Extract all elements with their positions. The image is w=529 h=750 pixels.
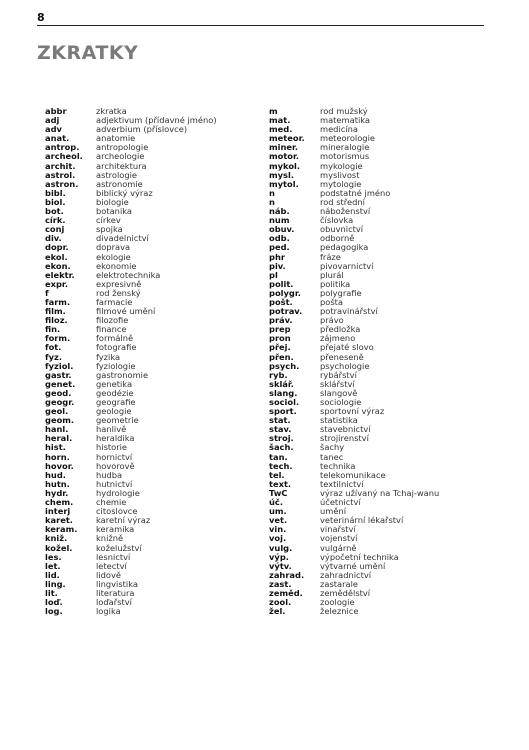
abbreviation-meaning: botanika bbox=[96, 206, 132, 217]
abbreviation: bot. bbox=[45, 206, 64, 217]
page-number: 8 bbox=[37, 11, 45, 24]
abbreviation: tan. bbox=[269, 451, 288, 462]
abbreviation-row bbox=[269, 289, 439, 298]
abbreviation-meaning: karetní výraz bbox=[96, 515, 151, 526]
abbreviation-meaning: výraz užívaný na Tchaj-wanu bbox=[320, 487, 440, 498]
abbreviation: interj bbox=[45, 506, 71, 517]
abbreviation: elektr. bbox=[45, 269, 75, 280]
abbreviation: pron bbox=[269, 333, 291, 344]
abbreviation-meaning: literatura bbox=[96, 587, 135, 598]
abbreviation-meaning: textilnictví bbox=[320, 478, 364, 489]
abbreviation: n bbox=[269, 196, 275, 207]
abbreviation: náb. bbox=[269, 206, 290, 217]
abbreviation-row bbox=[45, 243, 217, 252]
abbreviation-meaning: loďařství bbox=[96, 597, 132, 608]
header-rule bbox=[37, 25, 484, 26]
abbreviation-meaning: biblický výraz bbox=[96, 187, 153, 198]
abbreviation-meaning: plurál bbox=[320, 269, 344, 280]
abbreviation: heral. bbox=[45, 433, 73, 444]
abbreviation: geol. bbox=[45, 406, 69, 417]
abbreviation: hydr. bbox=[45, 487, 69, 498]
abbreviation-meaning: politika bbox=[320, 278, 351, 289]
abbreviation: mysl. bbox=[269, 169, 294, 180]
abbreviation-row bbox=[269, 207, 439, 216]
abbreviation: hovor. bbox=[45, 460, 74, 471]
abbreviation: psych. bbox=[269, 360, 300, 371]
abbreviation: fin. bbox=[45, 324, 61, 335]
abbreviation: conj bbox=[45, 224, 65, 235]
abbreviation-meaning: hanlivě bbox=[96, 424, 127, 435]
abbreviation-meaning: adverbium (příslovce) bbox=[96, 124, 188, 135]
abbreviation: vin. bbox=[269, 524, 287, 535]
abbreviation: kniž. bbox=[45, 533, 68, 544]
abbreviation-meaning: sociologie bbox=[320, 397, 362, 407]
abbreviation: potrav. bbox=[269, 306, 303, 317]
abbreviation-meaning: předložka bbox=[320, 324, 361, 335]
abbreviation: let. bbox=[45, 560, 61, 571]
abbreviation-meaning: hovorově bbox=[96, 460, 135, 471]
abbreviation: filoz. bbox=[45, 315, 68, 326]
abbreviation: zast. bbox=[269, 578, 292, 589]
abbreviation-meaning: náboženství bbox=[320, 206, 371, 217]
abbreviation-meaning: rod ženský bbox=[96, 287, 141, 298]
abbreviation: ekon. bbox=[45, 260, 71, 271]
abbreviation-row bbox=[45, 416, 217, 425]
abbreviation-row bbox=[45, 434, 217, 443]
abbreviation-meaning: potravinářství bbox=[320, 306, 378, 317]
abbreviation: kožel. bbox=[45, 542, 73, 553]
abbreviation-meaning: geometrie bbox=[96, 415, 139, 426]
abbreviation: lid. bbox=[45, 569, 60, 580]
abbreviation-meaning: zoologie bbox=[320, 597, 355, 608]
abbreviation-meaning: podstatné jméno bbox=[320, 187, 391, 198]
abbreviation-row bbox=[45, 189, 217, 198]
abbreviation-row bbox=[269, 607, 439, 616]
abbreviation: lit. bbox=[45, 587, 58, 598]
abbreviation: ekol. bbox=[45, 251, 68, 262]
abbreviation-meaning: fyziologie bbox=[96, 360, 136, 371]
abbreviation: motor. bbox=[269, 151, 300, 162]
abbreviation-meaning: vulgárně bbox=[320, 542, 357, 553]
abbreviation-row bbox=[45, 553, 217, 562]
abbreviation-meaning: výtvarné umění bbox=[320, 560, 386, 571]
abbreviation: pl bbox=[269, 269, 278, 280]
abbreviation-meaning: výpočetní technika bbox=[320, 551, 399, 562]
abbreviation: tech. bbox=[269, 460, 293, 471]
abbreviation-meaning: mytologie bbox=[320, 178, 362, 189]
abbreviation-row bbox=[45, 462, 217, 471]
abbreviation-meaning: biologie bbox=[96, 196, 129, 207]
abbreviation-meaning: rod mužský bbox=[320, 106, 368, 116]
abbreviation-meaning: zastarale bbox=[320, 578, 359, 589]
abbreviation: fot. bbox=[45, 342, 62, 353]
abbreviation-meaning: mykologie bbox=[320, 160, 363, 171]
abbreviation-meaning: knižně bbox=[96, 533, 124, 544]
abbreviation: hanl. bbox=[45, 424, 69, 435]
abbreviation: loď. bbox=[45, 597, 63, 608]
abbreviation: sklář. bbox=[269, 378, 294, 389]
abbreviation-meaning: účetnictví bbox=[320, 497, 361, 508]
abbreviation: vet. bbox=[269, 515, 288, 526]
abbreviation-meaning: chemie bbox=[96, 497, 127, 508]
abbreviation: farm. bbox=[45, 296, 71, 307]
abbreviation-meaning: fráze bbox=[320, 251, 341, 262]
abbreviation-meaning: filmové umění bbox=[96, 306, 156, 317]
abbreviation-meaning: železnice bbox=[320, 606, 359, 617]
abbreviation: les. bbox=[45, 551, 62, 562]
abbreviation: slang. bbox=[269, 387, 298, 398]
abbreviation: horn. bbox=[45, 451, 70, 462]
abbreviation-row bbox=[269, 434, 439, 443]
abbreviation: adv bbox=[45, 124, 62, 135]
abbreviation: form. bbox=[45, 333, 71, 344]
abbreviation: ped. bbox=[269, 242, 290, 253]
abbreviation-meaning: myslivost bbox=[320, 169, 360, 180]
abbreviation: karet. bbox=[45, 515, 73, 526]
abbreviation: polygr. bbox=[269, 287, 301, 298]
abbreviation-meaning: přeneseně bbox=[320, 351, 364, 362]
abbreviation: anat. bbox=[45, 133, 70, 144]
abbreviation: geod. bbox=[45, 387, 72, 398]
abbreviation: num bbox=[269, 215, 290, 226]
abbreviation: tel. bbox=[269, 469, 285, 480]
abbreviation-meaning: ekonomie bbox=[96, 260, 137, 271]
abbreviation-meaning: slangově bbox=[320, 387, 358, 398]
abbreviation-meaning: genetika bbox=[96, 378, 133, 389]
abbreviation-meaning: právo bbox=[320, 315, 344, 326]
abbreviation-meaning: anatomie bbox=[96, 133, 136, 144]
abbreviation-row bbox=[269, 243, 439, 252]
abbreviation: stroj. bbox=[269, 433, 294, 444]
abbreviation-row bbox=[45, 307, 217, 316]
abbreviation: fyz. bbox=[45, 351, 62, 362]
abbreviation-row bbox=[269, 307, 439, 316]
abbreviation-meaning: umění bbox=[320, 506, 347, 517]
abbreviation-meaning: farmacie bbox=[96, 296, 133, 307]
abbreviation-meaning: citoslovce bbox=[96, 506, 138, 517]
abbreviation-meaning: geografie bbox=[96, 397, 136, 407]
abbreviation: expr. bbox=[45, 278, 68, 289]
abbreviation-meaning: antropologie bbox=[96, 142, 149, 153]
abbreviation-row bbox=[269, 262, 439, 271]
abbreviation-list-right bbox=[269, 107, 439, 616]
abbreviation: círk. bbox=[45, 215, 66, 226]
abbreviation-meaning: šachy bbox=[320, 442, 345, 453]
abbreviation-meaning: přejaté slovo bbox=[320, 342, 374, 353]
abbreviation: piv. bbox=[269, 260, 286, 271]
abbreviation: přen. bbox=[269, 351, 294, 362]
abbreviation-meaning: zahradnictví bbox=[320, 569, 372, 580]
abbreviation: chem. bbox=[45, 497, 74, 508]
abbreviation: polit. bbox=[269, 278, 294, 289]
abbreviation: hist. bbox=[45, 442, 66, 453]
abbreviation-meaning: finance bbox=[96, 324, 127, 335]
abbreviation: úč. bbox=[269, 497, 283, 508]
abbreviation-meaning: pošta bbox=[320, 296, 344, 307]
abbreviation: gastr. bbox=[45, 369, 72, 380]
abbreviation: TwC bbox=[269, 487, 288, 498]
abbreviation-meaning: pedagogika bbox=[320, 242, 369, 253]
abbreviation: fyziol. bbox=[45, 360, 74, 371]
abbreviation-meaning: historie bbox=[96, 442, 128, 453]
abbreviation: dopr. bbox=[45, 242, 69, 253]
abbreviation: sport. bbox=[269, 406, 297, 417]
abbreviation: zeměd. bbox=[269, 587, 303, 598]
abbreviation-row bbox=[45, 207, 217, 216]
abbreviation: archeol. bbox=[45, 151, 83, 162]
abbreviation-list-left bbox=[45, 107, 217, 616]
abbreviation-meaning: hutnictví bbox=[96, 478, 133, 489]
abbreviation-meaning: astronomie bbox=[96, 178, 143, 189]
abbreviation-meaning: geodézie bbox=[96, 387, 134, 398]
abbreviation-meaning: technika bbox=[320, 460, 356, 471]
abbreviation: výp. bbox=[269, 551, 289, 562]
abbreviation-row bbox=[45, 607, 217, 616]
abbreviation: šach. bbox=[269, 442, 294, 453]
abbreviation-meaning: expresivně bbox=[96, 278, 142, 289]
abbreviation-meaning: pivovarnictví bbox=[320, 260, 374, 271]
abbreviation: antrop. bbox=[45, 142, 80, 153]
abbreviation-row bbox=[269, 498, 439, 507]
abbreviation: práv. bbox=[269, 315, 293, 326]
abbreviation: n bbox=[269, 187, 275, 198]
abbreviation: mat. bbox=[269, 115, 291, 126]
abbreviation-meaning: doprava bbox=[96, 242, 131, 253]
abbreviation-meaning: archeologie bbox=[96, 151, 145, 162]
abbreviation: mykol. bbox=[269, 160, 301, 171]
abbreviation-meaning: telekomunikace bbox=[320, 469, 386, 480]
abbreviation-meaning: filozofie bbox=[96, 315, 129, 326]
abbreviation-meaning: stavebnictví bbox=[320, 424, 371, 435]
abbreviation-row bbox=[45, 598, 217, 607]
abbreviation: film. bbox=[45, 306, 66, 317]
abbreviation: biol. bbox=[45, 196, 66, 207]
abbreviation-row bbox=[45, 343, 217, 352]
abbreviation-meaning: vojenství bbox=[320, 533, 358, 544]
abbreviation-meaning: gastronomie bbox=[96, 369, 149, 380]
abbreviation-row bbox=[45, 316, 217, 325]
abbreviation-meaning: lesnictví bbox=[96, 551, 131, 562]
abbreviation: bibl. bbox=[45, 187, 66, 198]
abbreviation-meaning: letectví bbox=[96, 560, 127, 571]
abbreviation-meaning: církev bbox=[96, 215, 121, 226]
abbreviation: pošt. bbox=[269, 296, 293, 307]
abbreviation-meaning: matematika bbox=[320, 115, 370, 126]
abbreviation: adj bbox=[45, 115, 60, 126]
abbreviation: stav. bbox=[269, 424, 292, 435]
abbreviation-meaning: lidově bbox=[96, 569, 121, 580]
abbreviation: odb. bbox=[269, 233, 290, 244]
abbreviation-meaning: hydrologie bbox=[96, 487, 140, 498]
abbreviation-row bbox=[269, 225, 439, 234]
abbreviation-row bbox=[269, 271, 439, 280]
abbreviation-meaning: mineralogie bbox=[320, 142, 370, 153]
abbreviation-meaning: architektura bbox=[96, 160, 147, 171]
abbreviation: phr bbox=[269, 251, 285, 262]
abbreviation-meaning: medicína bbox=[320, 124, 358, 135]
abbreviation: mytol. bbox=[269, 178, 299, 189]
abbreviation: astron. bbox=[45, 178, 79, 189]
abbreviation-meaning: hudba bbox=[96, 469, 123, 480]
abbreviation-meaning: astrologie bbox=[96, 169, 138, 180]
abbreviation-meaning: rod střední bbox=[320, 196, 365, 207]
abbreviation-row bbox=[45, 525, 217, 534]
abbreviation-meaning: strojírenství bbox=[320, 433, 369, 444]
abbreviation-meaning: sportovní výraz bbox=[320, 406, 385, 417]
abbreviation: vulg. bbox=[269, 542, 293, 553]
abbreviation: sociol. bbox=[269, 397, 300, 407]
abbreviation: hud. bbox=[45, 469, 66, 480]
abbreviation: prep bbox=[269, 324, 291, 335]
abbreviation: žel. bbox=[269, 606, 286, 617]
abbreviation: f bbox=[45, 287, 49, 298]
abbreviation-meaning: zemědělství bbox=[320, 587, 371, 598]
abbreviation: med. bbox=[269, 124, 293, 135]
abbreviation-meaning: keramika bbox=[96, 524, 135, 535]
abbreviation-meaning: obuvnictví bbox=[320, 224, 364, 235]
abbreviation-row bbox=[269, 443, 439, 452]
abbreviation-meaning: tanec bbox=[320, 451, 344, 462]
abbreviation: geogr. bbox=[45, 397, 75, 407]
abbreviation: zool. bbox=[269, 597, 292, 608]
abbreviation-meaning: geologie bbox=[96, 406, 132, 417]
abbreviation: log. bbox=[45, 606, 63, 617]
abbreviation: zahrad. bbox=[269, 569, 305, 580]
abbreviation-meaning: sklářství bbox=[320, 378, 355, 389]
abbreviation: div. bbox=[45, 233, 62, 244]
abbreviation-meaning: odborně bbox=[320, 233, 355, 244]
abbreviation: ling. bbox=[45, 578, 66, 589]
abbreviation-meaning: divadelnictví bbox=[96, 233, 149, 244]
abbreviation: text. bbox=[269, 478, 292, 489]
abbreviation-row bbox=[45, 562, 217, 571]
abbreviation-meaning: veterinární lékařství bbox=[320, 515, 404, 526]
abbreviation-meaning: polygrafie bbox=[320, 287, 362, 298]
abbreviation-meaning: lingvistika bbox=[96, 578, 138, 589]
abbreviation: voj. bbox=[269, 533, 287, 544]
abbreviation-meaning: hornictví bbox=[96, 451, 133, 462]
abbreviation: astrol. bbox=[45, 169, 76, 180]
abbreviation: obuv. bbox=[269, 224, 295, 235]
abbreviation-meaning: spojka bbox=[96, 224, 123, 235]
abbreviation-row bbox=[45, 234, 217, 243]
abbreviation-meaning: meteorologie bbox=[320, 133, 375, 144]
abbreviation: meteor. bbox=[269, 133, 305, 144]
abbreviation: miner. bbox=[269, 142, 299, 153]
abbreviation: výtv. bbox=[269, 560, 292, 571]
abbreviation-meaning: číslovka bbox=[320, 215, 354, 226]
abbreviation-meaning: statistika bbox=[320, 415, 358, 426]
abbreviation: hutn. bbox=[45, 478, 70, 489]
abbreviation: geom. bbox=[45, 415, 75, 426]
abbreviation-meaning: rybářství bbox=[320, 369, 357, 380]
abbreviation-meaning: koželužství bbox=[96, 542, 142, 553]
abbreviation-meaning: elektrotechnika bbox=[96, 269, 161, 280]
abbreviation-row bbox=[45, 216, 217, 225]
abbreviation: stat. bbox=[269, 415, 291, 426]
abbreviation-meaning: adjektivum (přídavné jméno) bbox=[96, 115, 217, 126]
abbreviation-meaning: zkratka bbox=[96, 106, 127, 116]
abbreviation: um. bbox=[269, 506, 287, 517]
abbreviation-meaning: psychologie bbox=[320, 360, 370, 371]
abbreviation-meaning: fotografie bbox=[96, 342, 137, 353]
abbreviation-row bbox=[45, 544, 217, 553]
abbreviation-meaning: formálně bbox=[96, 333, 134, 344]
abbreviation-meaning: vinařství bbox=[320, 524, 356, 535]
abbreviation-meaning: heraldika bbox=[96, 433, 135, 444]
abbreviation: přej. bbox=[269, 342, 291, 353]
abbreviation: keram. bbox=[45, 524, 78, 535]
abbreviation-meaning: motorismus bbox=[320, 151, 370, 162]
abbreviation-meaning: zájmeno bbox=[320, 333, 356, 344]
abbreviation-meaning: fyzika bbox=[96, 351, 121, 362]
page-title: ZKRATKY bbox=[37, 42, 139, 64]
abbreviation-meaning: ekologie bbox=[96, 251, 131, 262]
abbreviation-meaning: logika bbox=[96, 606, 121, 617]
abbreviation: ryb. bbox=[269, 369, 288, 380]
abbreviation: m bbox=[269, 106, 278, 116]
abbreviation: abbr bbox=[45, 106, 67, 116]
abbreviation: genet. bbox=[45, 378, 76, 389]
abbreviation: archit. bbox=[45, 160, 76, 171]
